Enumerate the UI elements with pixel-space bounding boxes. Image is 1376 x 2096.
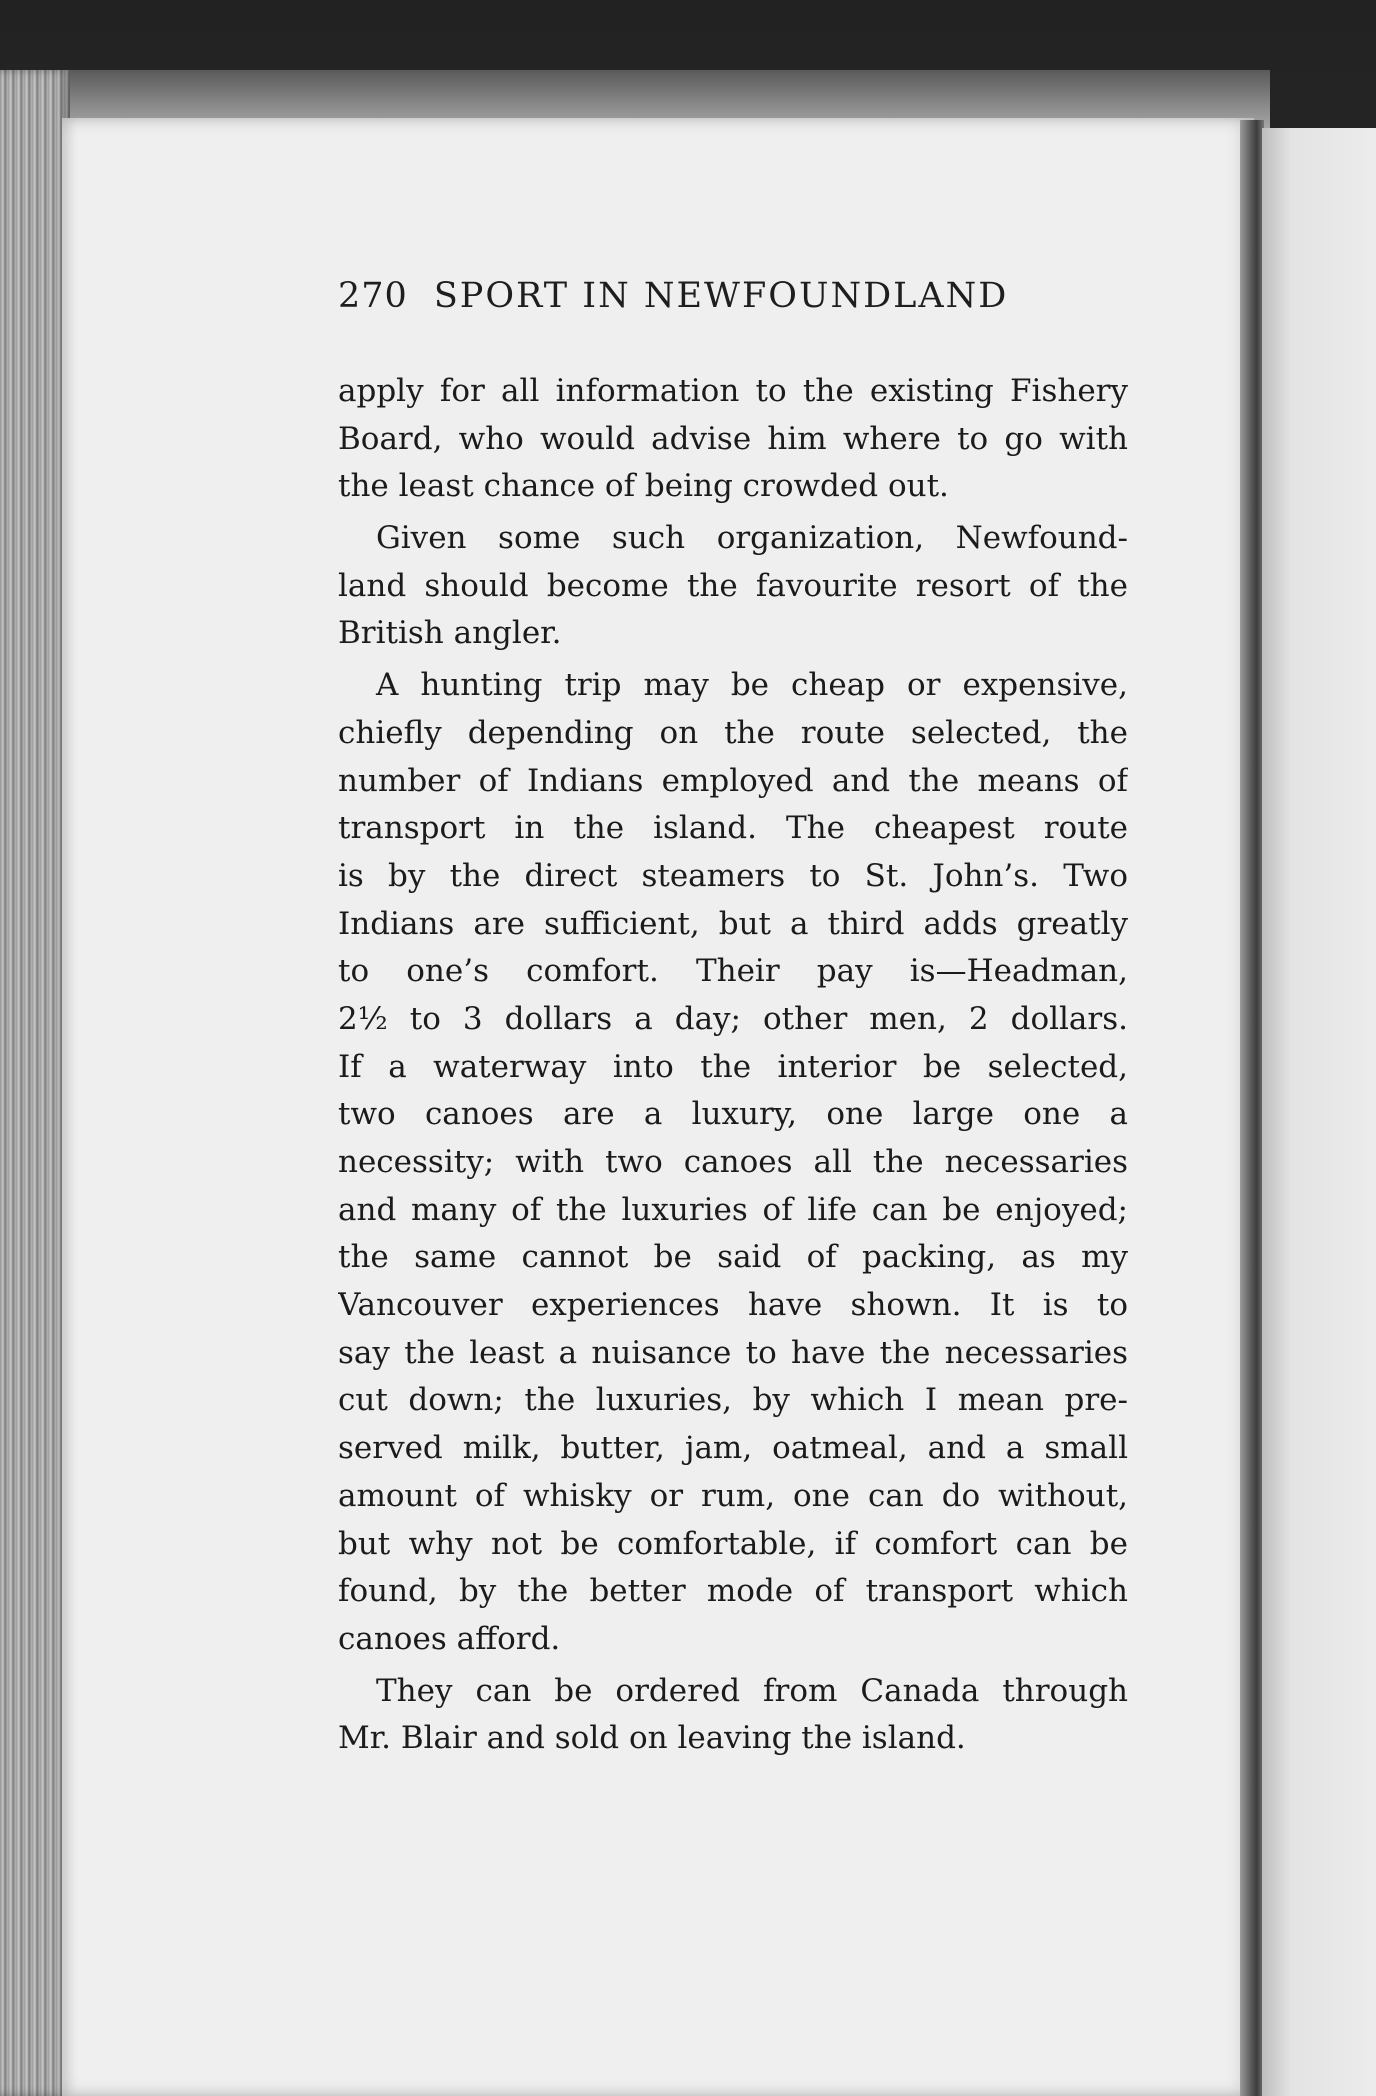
text-line: apply for all information to the existing Fishery bbox=[338, 373, 1128, 409]
text-line: served milk, butter, jam, oatmeal, and a small bbox=[338, 1430, 1128, 1467]
text-line: amount of whisky or rum, one can do without, bbox=[338, 1477, 1128, 1514]
running-head bbox=[338, 276, 1098, 316]
text-line: the least chance of being crowded out. bbox=[338, 468, 949, 505]
text-line: Mr. Blair and sold on leaving the island. bbox=[338, 1720, 966, 1757]
text-line: and many of the luxuries of life can be enjoyed; bbox=[338, 1191, 1128, 1228]
text-line: transport in the island. The cheapest route bbox=[338, 810, 1128, 847]
text-line: canoes afford. bbox=[338, 1620, 561, 1657]
book-title: SPORT IN NEWFOUNDLAND bbox=[433, 276, 1009, 316]
text-line: found, by the better mode of transport which bbox=[338, 1573, 1128, 1610]
text-line: cut down; the luxuries, by which I mean pre- bbox=[338, 1382, 1128, 1419]
body-text bbox=[338, 368, 1128, 1763]
text-line: necessity; with two canoes all the necessaries bbox=[338, 1144, 1128, 1180]
text-line: chiefly depending on the route selected, the bbox=[338, 714, 1128, 751]
text-line: land should become the favourite resort of the bbox=[338, 567, 1128, 604]
text-line: They can be ordered from Canada through bbox=[376, 1672, 1128, 1709]
text-line: A hunting trip may be cheap or expensive, bbox=[376, 667, 1128, 704]
facing-page-edge bbox=[1262, 128, 1376, 2096]
page-stack-left-edge bbox=[0, 70, 70, 2096]
text-line: but why not be comfortable, if comfort can be bbox=[338, 1525, 1128, 1562]
text-line: number of Indians employed and the means of bbox=[338, 762, 1128, 799]
text-line: to one’s comfort. Their pay is—Headman, bbox=[338, 953, 1128, 990]
text-line: is by the direct steamers to St. John’s. Two bbox=[338, 857, 1128, 894]
text-line: two canoes are a luxury, one large one a bbox=[338, 1096, 1128, 1133]
book-gutter bbox=[1240, 120, 1264, 2096]
text-line: say the least a nuisance to have the necessaries bbox=[338, 1334, 1128, 1371]
text-line: Indians are sufficient, but a third adds greatly bbox=[338, 905, 1128, 942]
text-line: Given some such organization, Newfound- bbox=[376, 520, 1128, 557]
page-number: 270 bbox=[338, 276, 408, 316]
text-line: the same cannot be said of packing, as my bbox=[338, 1239, 1128, 1276]
text-line: 2½ to 3 dollars a day; other men, 2 dollars. bbox=[338, 1000, 1128, 1037]
text-line: Vancouver experiences have shown. It is to bbox=[338, 1287, 1128, 1324]
text-line: British angler. bbox=[338, 615, 562, 652]
text-line: If a waterway into the interior be selected, bbox=[338, 1048, 1128, 1085]
text-line: Board, who would advise him where to go with bbox=[338, 420, 1128, 457]
